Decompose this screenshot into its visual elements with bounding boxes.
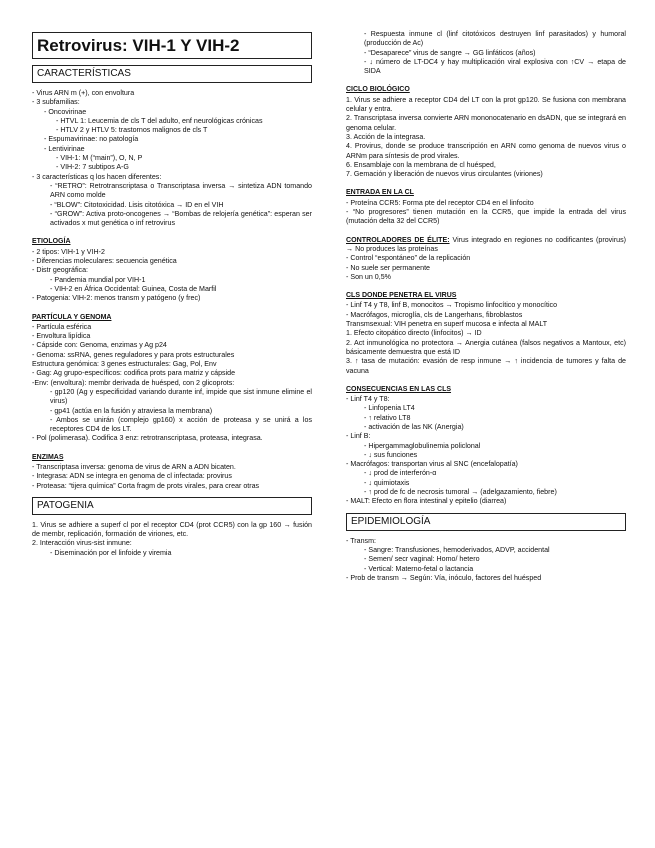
patogenia-list [32,521,312,558]
list-item: 2. Transcriptasa inversa convierte ARN mononocatenario en dsADN, que se integrará en genoma celular. [346,114,626,132]
list-item: - 3 características q los hacen diferentes: [32,172,162,181]
list-item: - VIH-2 en África Occidental: Guinea, Costa de Marfil [50,284,217,293]
list-item: - Integrasa: ADN se integra en genoma de cl infectada: provirus [32,472,232,481]
list-item: - ↑ prod de fc de necrosis tumoral → (adelgazamiento, fiebre) [364,488,557,497]
list-item: Transmsexual: VIH penetra en superf mucosa e infecta al MALT [346,320,548,329]
heading-enzimas: ENZIMAS [32,453,64,461]
list-item: Virus integrado en regiones no codificantes (provirus) → No produces las proteínas [346,235,626,253]
list-item: - ↓ prod de interferón-α [364,469,437,478]
heading-etiologia: ETIOLOGÍA [32,238,71,246]
caracteristicas-list [32,89,312,228]
penetra-list [346,301,626,375]
heading-consecuencias: CONSECUENCIAS EN LAS CLS [346,385,452,393]
ciclo-list [346,96,626,180]
list-item: - Patogenia: VIH-2: menos transm y patógeno (y frec) [32,294,201,303]
page-title: Retrovirus: VIH-1 Y VIH-2 [32,32,312,59]
epidemiologia-list [346,537,626,583]
list-item: 1. Virus se adhiere a superf cl por el receptor CD4 (prot CCR5) con la gp 160 → fusión de membr, replicación, formación de viriones, etc. [32,520,312,539]
list-item: - Son un 0,5% [346,272,391,281]
list-item: 3. Acción de la integrasa. [346,132,426,141]
list-item: Estructura genómica: 3 genes estructurales: Gag, Pol, Env [32,360,217,369]
list-item: - Semen/ secr vaginal: Homo/ hetero [364,555,480,564]
list-item: - Genoma: ssRNA, genes reguladores y para prots estructurales [32,350,235,359]
list-item: -Env: (envoltura): membr derivada de huésped, con 2 glicoprots: [32,378,235,387]
list-item: - 2 tipos: VIH-1 y VIH-2 [32,247,105,256]
list-item: - Macrófagos: transportan virus al SNC (encefalopatía) [346,460,518,469]
list-item: - Linf T4 y T8, linf B, monocitos → Tropismo linfocítico y monocítico [346,301,558,310]
list-item: - Envoltura lipídica [32,332,91,341]
list-item: 7. Gemación y liberación de nuevos virus circulantes (viriones) [346,170,543,179]
list-item: - Cápside con: Genoma, enzimas y Ag p24 [32,341,167,350]
list-item: - Partícula esférica [32,322,92,331]
list-item: - 3 subfamilias: [32,98,80,107]
list-item: - Ambos se unirán (complejo gp160) x acción de proteasa y se unirá a los receptores CD4 de los LT. [50,415,312,434]
list-item: - ↑ relativo LT8 [364,413,411,422]
consecuencias-list [346,395,626,507]
list-item: - Hipergammaglobulinemia policlonal [364,441,481,450]
heading-elite: CONTROLADORES DE ÉLITE: [346,235,450,244]
list-item: - activación de las NK (Anergia) [364,422,464,431]
right-column [346,30,626,583]
list-item: - Control “espontáneo” de la replicación [346,254,471,263]
list-item: - Lentivirinae [44,144,85,153]
list-item: - gp120 (Ag y especificidad variando durante inf, impide que sist inmune elimine el virus) [50,387,312,406]
list-item: - No suele ser permanente [346,263,430,272]
list-item: - Transcriptasa inversa: genoma de virus de ARN a ADN bicaten. [32,462,236,471]
list-item: - Proteasa: “tijera química” Corta fragm de prots virales, para crear otras [32,481,260,490]
list-item: - ↓ número de LT-DC4 y hay multiplicación viral explosiva con ↑CV → etapa de SIDA [364,57,626,76]
list-item: - Transm: [346,536,376,545]
list-item: - HTLV 2 y HTLV 5: trastornos malignos de cls T [56,126,208,135]
list-item: - Espumavirinae: no patología [44,135,139,144]
patogenia-list-continued [346,30,626,76]
list-item: - Proteína CCR5: Forma pte del receptor CD4 en el linfocito [346,198,534,207]
heading-particula: PARTÍCULA Y GENOMA [32,313,112,321]
list-item: - Gag: Ag grupo-específicos: codifica prots para matriz y cápside [32,369,236,378]
heading-entrada: ENTRADA EN LA CL [346,189,414,197]
list-item: - HTVL 1: Leucemia de cls T del adulto, enf neurológicas crónicas [56,116,263,125]
list-item: - Diseminación por el linfoide y viremia [50,548,172,557]
list-item: - Pandemia mundial por VIH-1 [50,275,146,284]
list-item: 4. Provirus, donde se produce transcripción en ARN como genoma de nuevos virus o ARNm para síntesis de prod virales. [346,142,626,160]
list-item: - Prob de transm → Según: Vía, inóculo, factores del huésped [346,573,542,582]
list-item: - Linf B: [346,432,371,441]
list-item: - “GROW”: Activa proto-oncogenes → “Bombas de relojería genética”: esperan ser activados x mut genética o inf retrovirus [50,209,312,228]
heading-ciclo: CICLO BIOLÓGICO [346,86,410,94]
heading-penetra: CLS DONDE PENETRA EL VIRUS [346,292,457,300]
section-header-caracteristicas: CARACTERÍSTICAS [32,65,312,83]
left-column [32,32,312,558]
list-item: - VIH-2: 7 subtipos A-G [56,163,129,172]
list-item: - ↓ quimiotaxis [364,478,410,487]
list-item: - “BLOW”: Citotoxicidad. Lisis citotóxica → ID en el VIH [50,200,224,209]
list-item: - Vertical: Materno-fetal o lactancia [364,564,474,573]
elite-list [346,254,626,282]
list-item: - ↓ sus funciones [364,450,418,459]
list-item: - “RETRO”: Retrotranscriptasa o Transcriptasa inversa → sintetiza ADN tomando ARN como molde [50,181,312,200]
list-item: - Linf T4 y T8: [346,395,390,404]
list-item: 1. Efecto citopático directo (linfocitos) → ID [346,329,482,338]
elite-paragraph [346,236,626,255]
list-item: - Linfopenia LT4 [364,404,415,413]
list-item: - Sangre: Transfusiones, hemoderivados, ADVP, accidental [364,545,550,554]
list-item: 1. Virus se adhiere a receptor CD4 del LT con la prot gp120. Se fusiona con membrana celular y entra. [346,95,626,114]
list-item: - Pol (polimerasa). Codifica 3 enz: retrotranscriptasa, proteasa, integrasa. [32,434,263,443]
enzimas-list [32,463,312,491]
list-item: - Macrófagos, microglía, cls de Langerhans, fibroblastos [346,310,523,319]
particula-list [32,323,312,444]
list-item: - VIH-1: M (“main”), O, N, P [56,154,143,163]
list-item: 2. Interacción virus-sist inmune: [32,539,132,548]
list-item: - “Desaparece” virus de sangre → GG linfáticos (años) [364,48,536,57]
list-item: 6. Ensamblaje con la membrana de cl huésped, [346,160,496,169]
list-item: - Respuesta inmune cl (linf citotóxicos destruyen linf parasitados) y humoral (producción de Ac) [364,30,626,48]
list-item: 3. ↑ tasa de mutación: evasión de resp inmune → ↑ incidencia de tumores y falta de vacuna [346,357,626,375]
list-item: - “No progresores” tienen mutación en la CCR5, que impide la entrada del virus (mutación delta 32 del CCR5) [346,208,626,226]
list-item: - MALT: Efecto en flora intestinal y epitelio (diarrea) [346,497,507,506]
section-header-patogenia: PATOGENIA [32,497,312,515]
list-item: - Distr geográfica: [32,266,88,275]
list-item: - Oncovirinae [44,107,87,116]
section-header-epidemiologia: EPIDEMIOLOGÍA [346,513,626,531]
list-item: - Diferencias moleculares: secuencia genética [32,257,177,266]
etiologia-list [32,248,312,304]
list-item: - gp41 (actúa en la fusión y atraviesa la membrana) [50,406,213,415]
list-item: - Virus ARN m (+), con envoltura [32,89,135,97]
list-item: 2. Act inmunológica no protectora → Anergia cutánea (falsos negativos a Mantoux, etc) básicamente demuestra que está ID [346,338,626,356]
entrada-list [346,199,626,227]
